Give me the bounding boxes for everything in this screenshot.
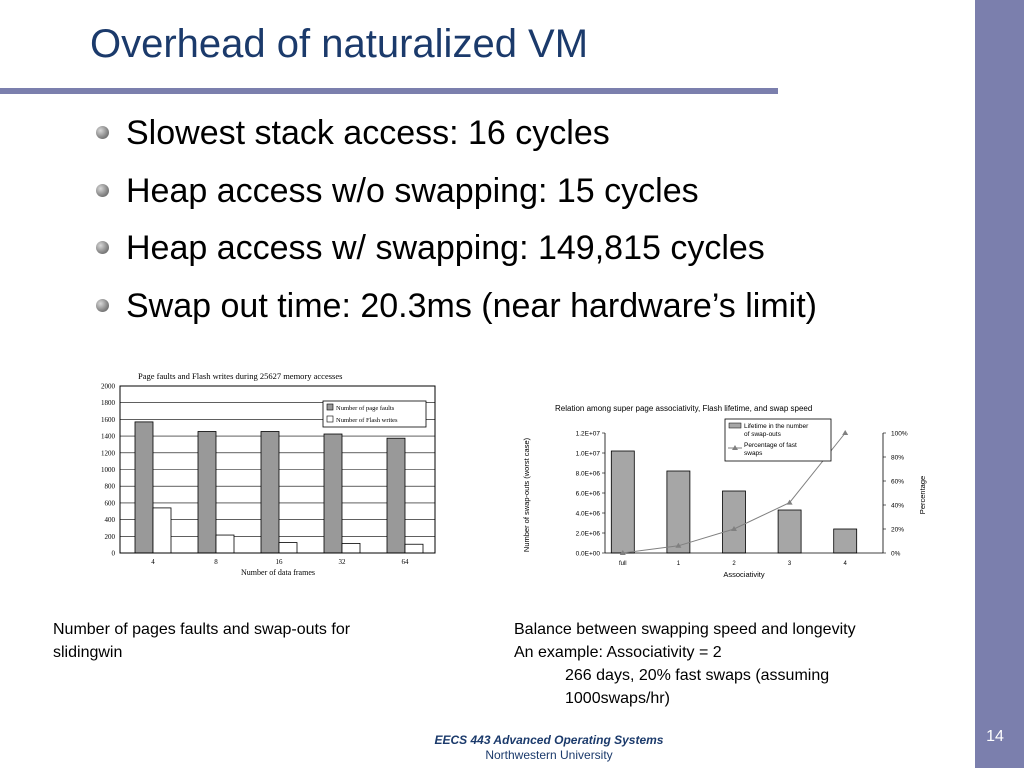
bullet-item bbox=[94, 285, 817, 343]
chart1-ytick-label: 400 bbox=[104, 516, 115, 525]
title-underline bbox=[0, 88, 778, 94]
chart1-bar-flash-writes bbox=[153, 508, 171, 553]
chart1-xtick-label: 64 bbox=[401, 558, 409, 566]
chart2-xtick-label: 2 bbox=[732, 561, 736, 567]
chart2-xtick-label: 4 bbox=[843, 561, 847, 567]
chart2-point-fast-swaps bbox=[842, 430, 848, 435]
chart1-xtick-label: 4 bbox=[151, 558, 155, 566]
chart1-bar-page-faults bbox=[135, 422, 153, 553]
bullet-item bbox=[94, 112, 817, 170]
chart2-ytick-label: 2.0E+06 bbox=[575, 530, 600, 538]
caption-right bbox=[514, 618, 856, 710]
legend-fast-swaps-label: Percentage of fast swaps bbox=[744, 442, 797, 457]
chart1-xtick-label: 8 bbox=[214, 558, 218, 566]
associativity-chart bbox=[515, 395, 945, 585]
caption-left bbox=[53, 618, 350, 664]
legend-flash-writes-swatch bbox=[327, 416, 333, 422]
caption-left-line: slidingwin bbox=[53, 644, 123, 661]
chart1-bar-flash-writes bbox=[342, 543, 360, 553]
chart1-bar-page-faults bbox=[198, 432, 216, 553]
chart2-bar-lifetime bbox=[667, 471, 690, 553]
chart1-ytick-label: 1800 bbox=[101, 399, 115, 408]
chart2-legend bbox=[725, 419, 831, 461]
chart1-bar-page-faults bbox=[387, 438, 405, 553]
caption-left-line: Number of pages faults and swap-outs for bbox=[53, 621, 351, 638]
bullet-text: Slowest stack access: 16 cycles bbox=[126, 114, 610, 152]
chart2-ytick-label: 1.2E+07 bbox=[575, 430, 600, 438]
chart2-xtick-label: 1 bbox=[676, 561, 681, 567]
legend-page-faults-swatch bbox=[327, 404, 333, 410]
chart1-xtick-label: 16 bbox=[275, 558, 283, 566]
bullet-dot-icon bbox=[96, 241, 109, 254]
slide-sidebar bbox=[975, 0, 1024, 768]
chart2-y2tick-label: 20% bbox=[891, 526, 905, 534]
chart2-xtick-label: full bbox=[618, 561, 627, 567]
chart1-bar-flash-writes bbox=[279, 543, 297, 553]
chart1-ytick-label: 1200 bbox=[101, 449, 115, 458]
chart2-ytick-label: 1.0E+07 bbox=[575, 450, 600, 458]
page-number: 14 bbox=[986, 728, 1004, 745]
chart2-y2tick-label: 100% bbox=[891, 430, 908, 438]
chart2-ytick-label: 4.0E+06 bbox=[575, 510, 600, 518]
chart1-ytick-label: 600 bbox=[104, 499, 115, 508]
chart2-bar-lifetime bbox=[834, 529, 857, 553]
chart1-bar-flash-writes bbox=[405, 544, 423, 553]
bullet-dot-icon bbox=[96, 184, 109, 197]
bullet-item bbox=[94, 227, 817, 285]
bullet-text: Heap access w/ swapping: 149,815 cycles bbox=[126, 229, 765, 267]
slide-title: Overhead of naturalized VM bbox=[90, 22, 589, 66]
chart1-ytick-label: 1000 bbox=[101, 466, 115, 474]
caption-right-line: 266 days, 20% fast swaps (assuming bbox=[565, 667, 830, 684]
chart2-xtick-label: 3 bbox=[787, 561, 792, 567]
chart2-y2tick-label: 60% bbox=[891, 478, 905, 486]
chart2-ytick-label: 0.0E+00 bbox=[575, 550, 600, 558]
chart1-bar-page-faults bbox=[324, 434, 342, 553]
chart2-y2tick-label: 80% bbox=[891, 454, 905, 462]
chart1-bar-page-faults bbox=[261, 432, 279, 553]
chart2-ylabel: Number of swap-outs (worst case) bbox=[522, 437, 531, 553]
bullet-dot-icon bbox=[96, 126, 109, 139]
legend-lifetime-label: Lifetime in the number of swap-outs bbox=[744, 423, 809, 438]
legend-lifetime-swatch bbox=[729, 423, 741, 428]
bullet-dot-icon bbox=[96, 299, 109, 312]
legend-page-faults-label: Number of page faults bbox=[336, 405, 395, 412]
chart1-legend bbox=[323, 401, 426, 427]
caption-right-line: An example: Associativity = 2 bbox=[514, 644, 722, 661]
chart1-bar-flash-writes bbox=[216, 535, 234, 553]
chart1-title: Page faults and Flash writes during 25627 memory accesses bbox=[138, 371, 343, 381]
legend-flash-writes-label: Number of Flash writes bbox=[336, 417, 398, 424]
chart1-ytick-label: 800 bbox=[104, 482, 115, 491]
bullet-text: Heap access w/o swapping: 15 cycles bbox=[126, 171, 699, 210]
chart2-bar-lifetime bbox=[611, 451, 634, 553]
chart2-bar-lifetime bbox=[778, 510, 801, 553]
bullet-item bbox=[94, 170, 817, 228]
chart1-xtick-label: 32 bbox=[338, 558, 346, 566]
chart2-y2tick-label: 0% bbox=[891, 550, 901, 558]
chart2-y2label: Percentage bbox=[918, 475, 927, 515]
chart1-ytick-label: 1600 bbox=[101, 415, 115, 424]
caption-right-line: 1000swaps/hr) bbox=[565, 690, 670, 707]
chart1-ytick-label: 1400 bbox=[101, 432, 115, 441]
chart2-ytick-label: 8.0E+06 bbox=[575, 470, 600, 478]
footer-course: EECS 443 Advanced Operating Systems bbox=[434, 733, 664, 747]
chart2-xlabel: Associativity bbox=[723, 570, 765, 579]
bullet-text: Swap out time: 20.3ms (near hardware’s limit) bbox=[126, 286, 817, 325]
chart2-ytick-label: 6.0E+06 bbox=[575, 490, 600, 498]
caption-right-line: Balance between swapping speed and longevity bbox=[514, 621, 856, 638]
chart1-ytick-label: 200 bbox=[104, 532, 115, 541]
page-faults-chart bbox=[88, 367, 448, 582]
chart2-y2tick-label: 40% bbox=[891, 502, 905, 510]
footer-university: Northwestern University bbox=[485, 748, 613, 762]
chart1-xlabel: Number of data frames bbox=[241, 568, 315, 577]
chart1-ytick-label: 2000 bbox=[101, 382, 115, 391]
chart2-title: Relation among super page associativity, Flash lifetime, and swap speed bbox=[555, 404, 813, 413]
bullet-list bbox=[94, 112, 817, 342]
chart1-ytick-label: 0 bbox=[111, 549, 115, 558]
chart2-bar-lifetime bbox=[723, 491, 746, 553]
